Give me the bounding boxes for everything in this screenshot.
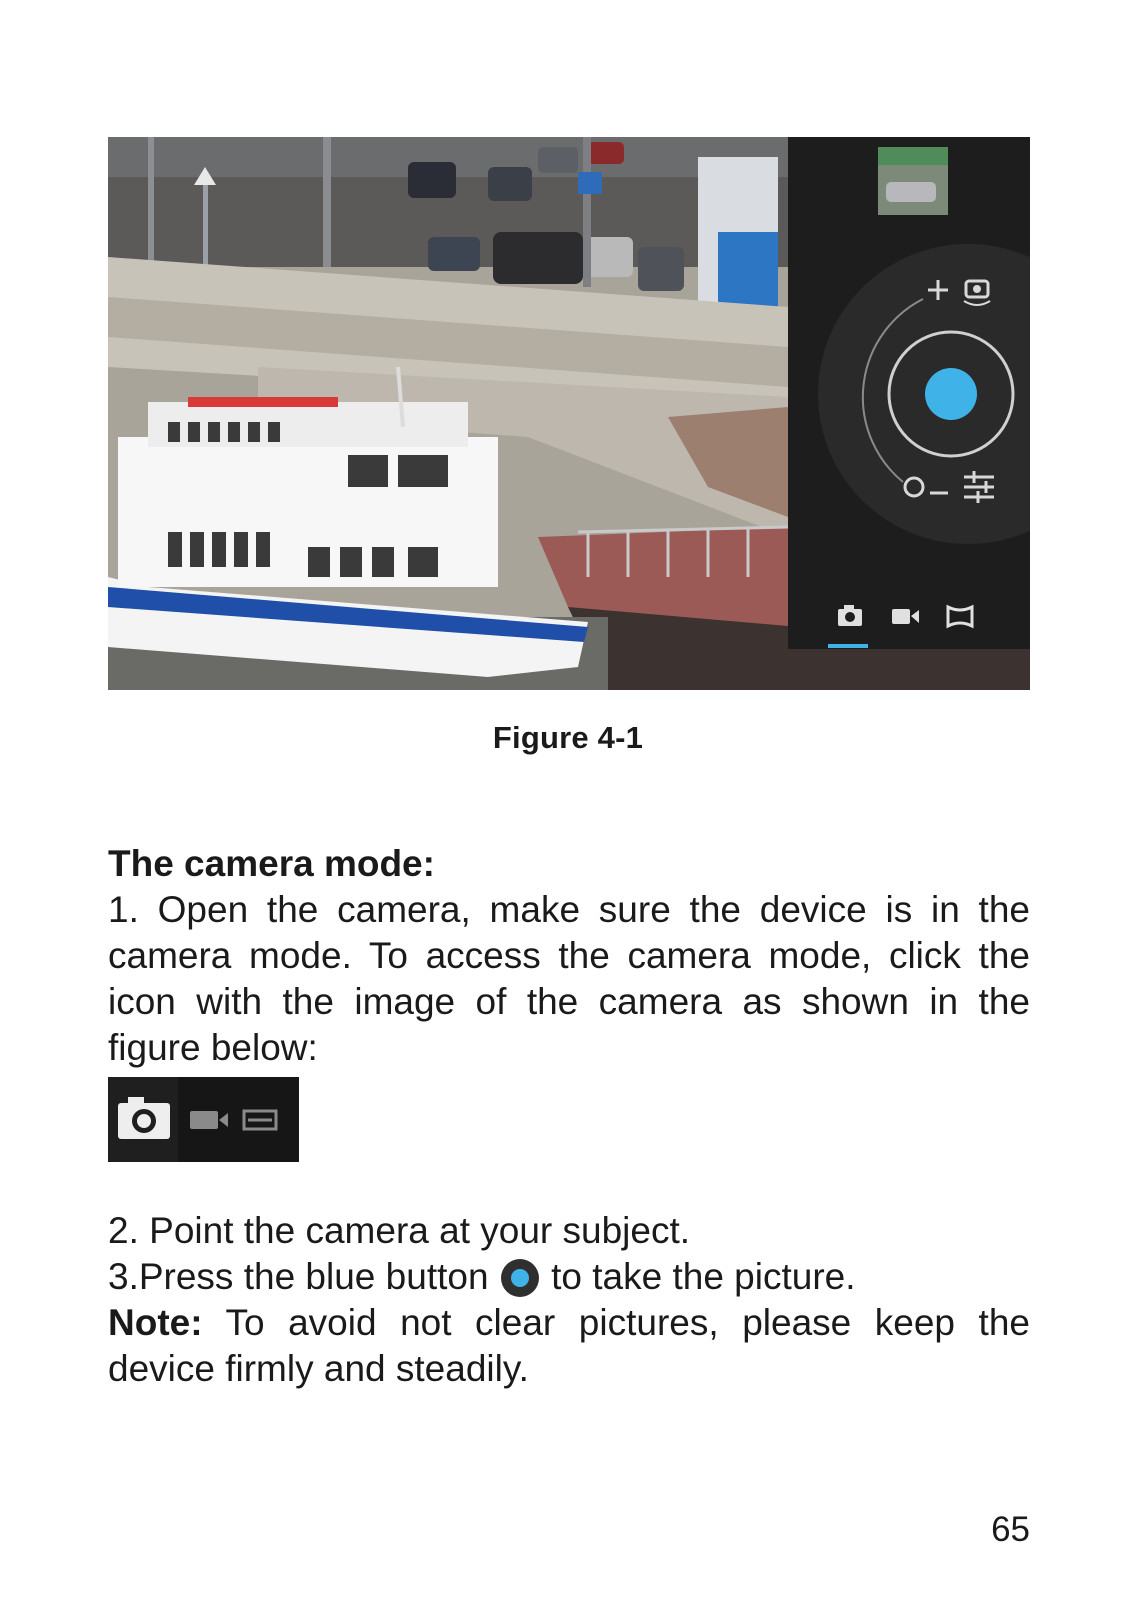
step-3-text-after: to take the picture. [551, 1256, 856, 1297]
camera-icon[interactable] [118, 1097, 170, 1139]
note-text: To avoid not clear pictures, please keep the device firmly and steadily. [108, 1302, 1030, 1389]
camera-control-panel [788, 137, 1030, 649]
note-label: Note: [108, 1302, 203, 1343]
section-heading: The camera mode: [108, 843, 435, 884]
page-number: 65 [991, 1510, 1030, 1549]
step-1-text: 1. Open the camera, make sure the device is in the camera mode. To access the camera mode, click the icon with the image of the camera as shown in the figure below: [108, 889, 1030, 1068]
note-paragraph [108, 1300, 1030, 1392]
mode-icons-strip [108, 1077, 299, 1162]
step-3-text-before: 3.Press the blue button [108, 1256, 489, 1297]
last-photo-thumbnail[interactable] [878, 147, 948, 215]
step-2-text: 2. Point the camera at your subject. [108, 1210, 691, 1251]
camera-screenshot-figure [108, 137, 1030, 690]
step-3-line [108, 1254, 1030, 1300]
figure-caption: Figure 4-1 [492, 720, 644, 755]
settings-icon[interactable] [964, 471, 994, 503]
shutter-button-icon [501, 1259, 539, 1297]
